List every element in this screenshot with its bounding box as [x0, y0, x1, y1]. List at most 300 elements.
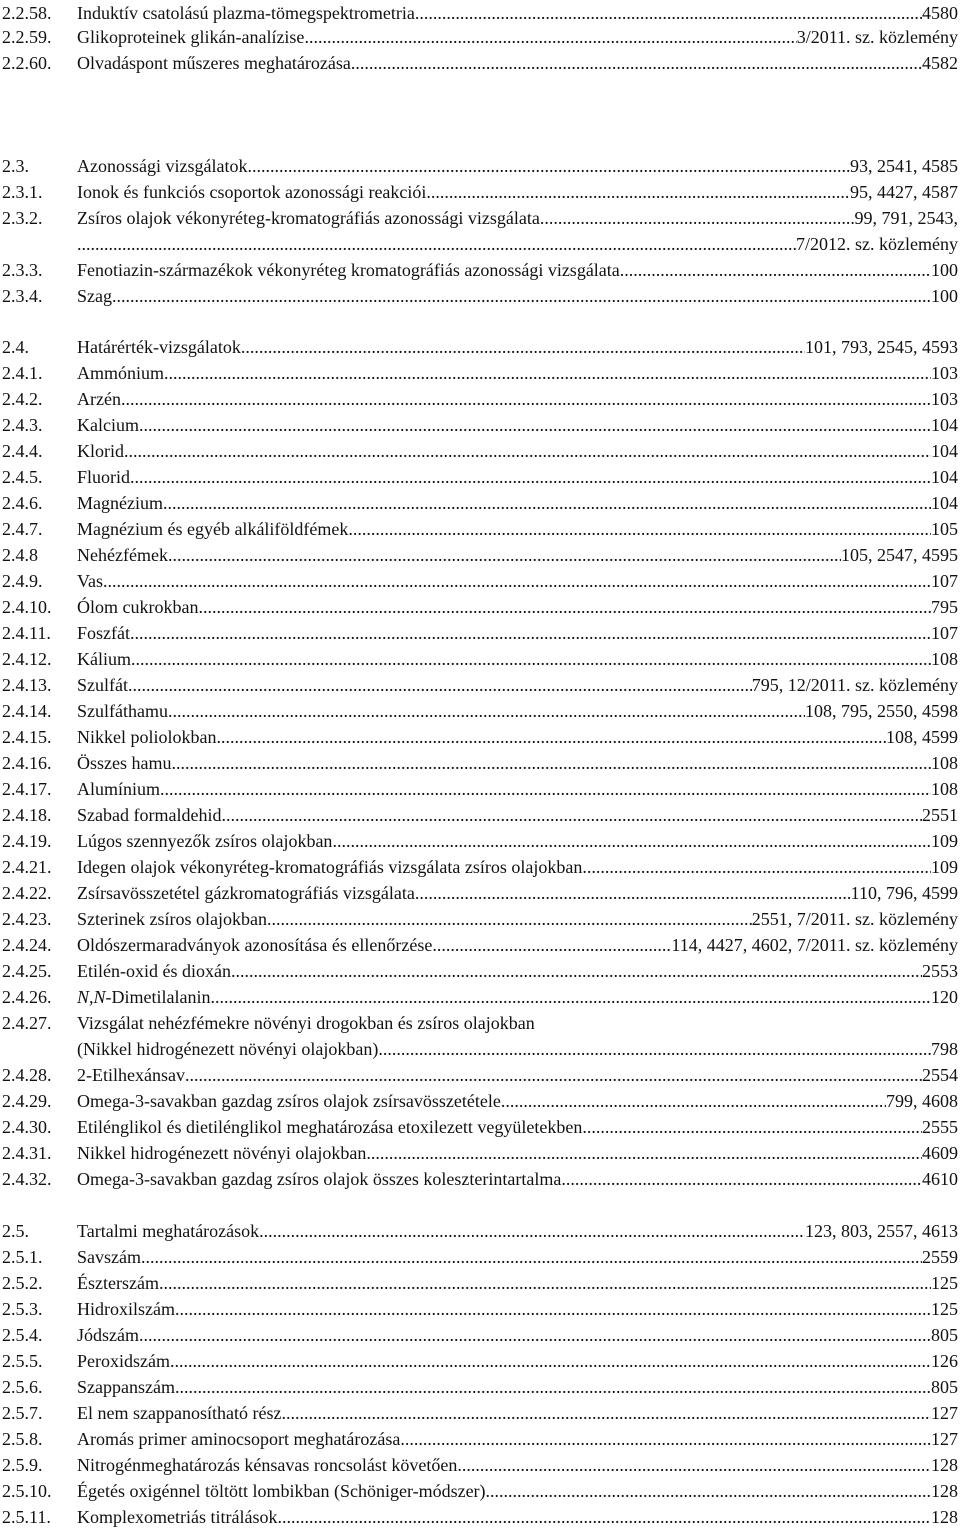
- toc-entry-number: 2.3.4.: [2, 286, 43, 306]
- toc-entry[interactable]: [0, 464, 958, 490]
- toc-entry[interactable]: [0, 724, 958, 750]
- toc-entry-page: 7/2012. sz. közlemény: [796, 234, 958, 254]
- dot-leader: [561, 1166, 922, 1192]
- dot-leader: [139, 1322, 931, 1348]
- toc-entry[interactable]: [0, 24, 958, 50]
- dot-leader: [620, 257, 931, 283]
- toc-entry-title: Nitrogénmeghatározás kénsavas roncsolást követően: [77, 1455, 458, 1475]
- toc-entry-body: [77, 205, 958, 231]
- dot-leader: [139, 412, 931, 438]
- toc-entry-page: 805: [931, 1377, 958, 1397]
- toc-entry-page: 100: [931, 260, 958, 280]
- toc-entry-page: 104: [931, 415, 958, 435]
- toc-entry-title: ....: [77, 234, 95, 254]
- toc-entry-number: 2.4.2.: [2, 389, 43, 409]
- toc-entry[interactable]: [0, 1166, 958, 1192]
- toc-entry-number: 2.4.31.: [2, 1143, 52, 1163]
- toc-entry-page: 4580: [922, 3, 958, 23]
- toc-entry[interactable]: [0, 568, 958, 594]
- toc-entry[interactable]: [0, 698, 958, 724]
- toc-entry[interactable]: [0, 50, 958, 76]
- dot-leader: [241, 334, 805, 360]
- dot-leader: [168, 542, 841, 568]
- dot-leader: [210, 984, 931, 1010]
- toc-entry-page: 125: [931, 1299, 958, 1319]
- toc-entry-number: 2.4.5.: [2, 467, 43, 487]
- dot-leader: [267, 906, 752, 932]
- toc-entry-title: Zsíros olajok vékonyréteg-kromatográfiás azonossági vizsgálata: [77, 208, 540, 228]
- dot-leader: [221, 802, 922, 828]
- toc-entry-page: 108: [931, 779, 958, 799]
- toc-entry[interactable]: [0, 334, 958, 360]
- toc-entry-title: (Nikkel hidrogénezett növényi olajokban): [77, 1039, 379, 1059]
- toc-entry[interactable]: [0, 646, 958, 672]
- toc-entry-page: 128: [931, 1481, 958, 1501]
- toc-entry[interactable]: [0, 1348, 958, 1374]
- toc-entry-body: [77, 1296, 958, 1322]
- toc-entry-page: 4610: [922, 1169, 958, 1189]
- toc-entry[interactable]: [0, 958, 958, 984]
- toc-entry-title: Alumínium: [77, 779, 161, 799]
- dot-leader: [400, 1426, 931, 1452]
- toc-entry-page: 105, 2547, 4595: [841, 545, 958, 565]
- dot-leader: [348, 516, 931, 542]
- toc-entry-body: [77, 386, 958, 412]
- toc-entry-title: Oldószermaradványok azonosítása és ellenőrzése: [77, 935, 433, 955]
- toc-entry-body: [77, 802, 958, 828]
- toc-entry-page: 104: [931, 493, 958, 513]
- toc-entry-title: Olvadáspont műszeres meghatározása: [77, 53, 351, 73]
- dot-leader: [95, 231, 796, 257]
- toc-entry[interactable]: [0, 1140, 958, 1166]
- toc-entry-page: 100: [931, 286, 958, 306]
- dot-leader: [486, 1478, 931, 1504]
- toc-entry-number: 2.5.5.: [2, 1351, 43, 1371]
- toc-entry-page: 4582: [922, 53, 958, 73]
- toc-entry-title: 2-Etilhexánsav: [77, 1065, 185, 1085]
- toc-entry[interactable]: [0, 1218, 958, 1244]
- toc-entry-title: Savszám: [77, 1247, 141, 1267]
- toc-entry[interactable]: [0, 1478, 958, 1504]
- toc-entry-page: 2555: [922, 1117, 958, 1137]
- toc-entry-number: 2.3.: [2, 156, 29, 176]
- dot-leader: [160, 776, 931, 802]
- toc-entry-body: [77, 153, 958, 179]
- toc-entry-number: 2.4.28.: [2, 1065, 52, 1085]
- toc-entry[interactable]: [0, 283, 958, 309]
- toc-entry-body: [77, 516, 958, 542]
- toc-entry-title: Induktív csatolású plazma-tömegspektrometria: [77, 3, 415, 23]
- toc-entry-body: [77, 1244, 958, 1270]
- toc-entry-number: 2.5.8.: [2, 1429, 43, 1449]
- toc-entry[interactable]: [0, 620, 958, 646]
- toc-entry-body: [77, 1426, 958, 1452]
- toc-entry-page: 110, 796, 4599: [850, 883, 958, 903]
- dot-leader: [131, 646, 931, 672]
- toc-entry-number: 2.4.25.: [2, 961, 52, 981]
- toc-entry[interactable]: [0, 438, 958, 464]
- toc-entry-page: 104: [931, 467, 958, 487]
- dot-leader: [112, 283, 931, 309]
- dot-leader: [415, 880, 851, 906]
- toc-entry-page: 805: [931, 1325, 958, 1345]
- toc-entry[interactable]: [0, 516, 958, 542]
- toc-entry-number: 2.4.19.: [2, 831, 52, 851]
- dot-leader: [175, 1296, 931, 1322]
- toc-entry-body: [77, 958, 958, 984]
- toc-entry-number: 2.5.3.: [2, 1299, 43, 1319]
- toc-entry-number: 2.4.15.: [2, 727, 52, 747]
- toc-entry[interactable]: [0, 1036, 958, 1062]
- toc-entry[interactable]: [0, 906, 958, 932]
- toc-entry-body: [77, 360, 958, 386]
- toc-entry-body: [77, 1088, 958, 1114]
- toc-entry-number: 2.4.7.: [2, 519, 43, 539]
- dot-leader: [281, 1400, 931, 1426]
- toc-entry-body: [77, 334, 958, 360]
- toc-entry-page: 107: [931, 571, 958, 591]
- toc-entry-page: 103: [931, 363, 958, 383]
- toc-entry-number: 2.5.6.: [2, 1377, 43, 1397]
- toc-entry-title: Klorid: [77, 441, 124, 461]
- dot-leader: [168, 698, 805, 724]
- toc-entry[interactable]: [0, 594, 958, 620]
- toc-entry[interactable]: [0, 1504, 958, 1530]
- toc-entry-number: 2.5.7.: [2, 1403, 43, 1423]
- toc-entry-page: 105: [931, 519, 958, 539]
- toc-entry-title: Fluorid: [77, 467, 131, 487]
- toc-entry-title: Glikoproteinek glikán-analízise: [77, 27, 305, 47]
- toc-entry-number: 2.4.8: [2, 545, 38, 565]
- toc-entry-page: 114, 4427, 4602, 7/2011. sz. közlemény: [671, 935, 958, 955]
- toc-entry-body: [77, 1374, 958, 1400]
- toc-entry-body: [77, 1270, 958, 1296]
- toc-entry-title: Tartalmi meghatározások: [77, 1221, 260, 1241]
- toc-entry[interactable]: [0, 802, 958, 828]
- toc-entry-title: Omega-3-savakban gazdag zsíros olajok összes koleszterintartalma: [77, 1169, 562, 1189]
- toc-entry[interactable]: [0, 386, 958, 412]
- dot-leader: [540, 205, 855, 231]
- toc-entry-number: 2.5.: [2, 1221, 29, 1241]
- toc-entry-title: Jódszám: [77, 1325, 139, 1345]
- toc-entry-number: 2.3.1.: [2, 182, 43, 202]
- toc-entry-title: Összes hamu: [77, 753, 172, 773]
- toc-entry-page: 93, 2541, 4585: [850, 156, 958, 176]
- toc-entry-number: 2.4.27.: [2, 1013, 52, 1033]
- toc-entry[interactable]: [0, 1374, 958, 1400]
- toc-entry-title-text: -Dimetilalanin: [105, 987, 211, 1007]
- toc-entry-title: Ammónium: [77, 363, 165, 383]
- toc-entry-number: 2.5.1.: [2, 1247, 43, 1267]
- toc-entry-body: [77, 0, 958, 26]
- toc-entry[interactable]: [0, 360, 958, 386]
- toc-entry-body: [77, 854, 958, 880]
- toc-entry-number: 2.4.10.: [2, 597, 52, 617]
- toc-entry-body: [77, 828, 958, 854]
- toc-entry-body: [77, 932, 958, 958]
- toc-entry-page: 99, 791, 2543,: [854, 208, 958, 228]
- toc-entry-body: [77, 438, 958, 464]
- toc-entry-page: 799, 4608: [886, 1091, 958, 1111]
- dot-leader: [159, 1270, 931, 1296]
- toc-entry-body: [77, 1166, 958, 1192]
- toc-entry-title: [77, 984, 210, 1010]
- toc-entry[interactable]: [0, 984, 958, 1010]
- dot-leader: [124, 438, 931, 464]
- toc-entry-body: [77, 906, 958, 932]
- toc-entry-page: 128: [931, 1455, 958, 1475]
- toc-entry[interactable]: [0, 1296, 958, 1322]
- toc-entry-body: [77, 1452, 958, 1478]
- dot-leader: [304, 24, 796, 50]
- dot-leader: [582, 1114, 922, 1140]
- toc-entry-number: 2.4.11.: [2, 623, 51, 643]
- dot-leader: [185, 1062, 922, 1088]
- toc-entry-page: 109: [931, 857, 958, 877]
- toc-entry[interactable]: [0, 1400, 958, 1426]
- dot-leader: [582, 854, 931, 880]
- toc-entry-page: 795, 12/2011. sz. közlemény: [751, 675, 958, 695]
- toc-entry-page: 2553: [922, 961, 958, 981]
- toc-entry[interactable]: [0, 1244, 958, 1270]
- toc-entry-body: [77, 50, 958, 76]
- toc-entry-number: 2.4.3.: [2, 415, 43, 435]
- dot-leader: [378, 1036, 931, 1062]
- toc-entry-number: 2.4.32.: [2, 1169, 52, 1189]
- dot-leader: [501, 1088, 886, 1114]
- toc-entry-body: [77, 698, 958, 724]
- toc-entry-number: 2.3.3.: [2, 260, 43, 280]
- toc-entry[interactable]: [0, 412, 958, 438]
- toc-entry-title: Szabad formaldehid: [77, 805, 222, 825]
- toc-entry-number: 2.5.11.: [2, 1507, 51, 1527]
- toc-entry-number: 2.4.12.: [2, 649, 52, 669]
- toc-entry-page: 127: [931, 1403, 958, 1423]
- toc-entry[interactable]: [0, 1426, 958, 1452]
- toc-entry-title: Szulfát: [77, 675, 128, 695]
- toc-entry-title: Hidroxilszám: [77, 1299, 175, 1319]
- toc-entry-page: 4609: [922, 1143, 958, 1163]
- toc-entry-page: 798: [931, 1039, 958, 1059]
- toc-entry-title: Azonossági vizsgálatok: [77, 156, 248, 176]
- toc-entry-body: [77, 1478, 958, 1504]
- dot-leader: [198, 594, 931, 620]
- toc-entry-number: 2.5.10.: [2, 1481, 52, 1501]
- toc-entry-number: 2.4.24.: [2, 935, 52, 955]
- toc-entry-body: [77, 672, 958, 698]
- toc-entry-number: 2.4.26.: [2, 987, 52, 1007]
- dot-leader: [175, 1374, 931, 1400]
- toc-entry-title: El nem szappanosítható rész: [77, 1403, 282, 1423]
- toc-entry-title: Ólom cukrokban: [77, 597, 199, 617]
- toc-entry-title: Égetés oxigénnel töltött lombikban (Schöniger-módszer): [77, 1481, 486, 1501]
- toc-entry[interactable]: [0, 1062, 958, 1088]
- toc-entry-title: Vizsgálat nehézfémekre növényi drogokban és zsíros olajokban: [77, 1013, 535, 1033]
- toc-entry[interactable]: [0, 1452, 958, 1478]
- toc-entry-body: [77, 724, 958, 750]
- toc-entry-page: 127: [931, 1429, 958, 1449]
- dot-leader: [415, 0, 922, 26]
- toc-entry-body: [77, 1114, 958, 1140]
- toc-entry-page: 109: [931, 831, 958, 851]
- toc-entry-number: 2.5.2.: [2, 1273, 43, 1293]
- toc-entry-number: 2.4.14.: [2, 701, 52, 721]
- toc-entry-page: 101, 793, 2545, 4593: [805, 337, 958, 357]
- toc-entry-page: 108: [931, 753, 958, 773]
- dot-leader: [121, 386, 931, 412]
- toc-entry-number: 2.3.2.: [2, 208, 43, 228]
- toc-entry-page: 3/2011. sz. közlemény: [796, 27, 958, 47]
- toc-entry-page: 125: [931, 1273, 958, 1293]
- toc-entry[interactable]: [0, 776, 958, 802]
- toc-entry-page: 95, 4427, 4587: [850, 182, 958, 202]
- dot-leader: [247, 153, 850, 179]
- toc-entry[interactable]: [0, 205, 958, 231]
- toc-entry[interactable]: [0, 231, 958, 257]
- dot-leader: [432, 932, 671, 958]
- dot-leader: [141, 1244, 922, 1270]
- toc-entry-title: Nikkel poliolokban: [77, 727, 217, 747]
- toc-entry-number: 2.4.9.: [2, 571, 43, 591]
- toc-entry-number: 2.4.4.: [2, 441, 43, 461]
- toc-entry-page: 103: [931, 389, 958, 409]
- toc-entry[interactable]: [0, 179, 958, 205]
- toc-entry-title: Észterszám: [77, 1273, 159, 1293]
- toc-entry-number: 2.4.23.: [2, 909, 52, 929]
- toc-entry[interactable]: [0, 932, 958, 958]
- toc-entry-title: Aromás primer aminocsoport meghatározása: [77, 1429, 401, 1449]
- toc-entry-page: 108, 795, 2550, 4598: [805, 701, 958, 721]
- toc-entry-title: Szag: [77, 286, 112, 306]
- toc-entry-title: Szterinek zsíros olajokban: [77, 909, 267, 929]
- toc-entry-page: 795: [931, 597, 958, 617]
- dot-leader: [426, 179, 850, 205]
- dot-leader: [170, 1348, 931, 1374]
- toc-entry-page: 108, 4599: [886, 727, 958, 747]
- toc-entry-body: [77, 620, 958, 646]
- toc-entry-page: 2559: [922, 1247, 958, 1267]
- toc-entry-body: [77, 542, 958, 568]
- toc-entry-title: Etilénglikol és dietilénglikol meghatározása etoxilezett vegyületekben: [77, 1117, 583, 1137]
- toc-entry-title: Szulfáthamu: [77, 701, 168, 721]
- toc-entry-title: Arzén: [77, 389, 121, 409]
- toc-entry-title: Foszfát: [77, 623, 130, 643]
- toc-entry-number: 2.4.21.: [2, 857, 52, 877]
- toc-entry[interactable]: [0, 828, 958, 854]
- toc-entry-page: 128: [931, 1507, 958, 1527]
- toc-entry-number: 2.2.58.: [2, 3, 52, 23]
- toc-entry-number: 2.4.17.: [2, 779, 52, 799]
- dot-leader: [216, 724, 886, 750]
- toc-entry-body: [77, 1322, 958, 1348]
- toc-entry-number: 2.2.59.: [2, 27, 52, 47]
- toc-entry-title: Kalcium: [77, 415, 139, 435]
- dot-leader: [332, 828, 931, 854]
- toc-entry[interactable]: [0, 1270, 958, 1296]
- toc-entry-number: 2.4.16.: [2, 753, 52, 773]
- toc-entry-title: Lúgos szennyezők zsíros olajokban: [77, 831, 333, 851]
- toc-entry-body: [77, 750, 958, 776]
- toc-entry[interactable]: [0, 153, 958, 179]
- dot-leader: [164, 360, 931, 386]
- toc-entry[interactable]: [0, 0, 958, 26]
- toc-entry-title: Zsírsavösszetétel gázkromatográfiás vizsgálata: [77, 883, 415, 903]
- toc-entry-body: [77, 1140, 958, 1166]
- toc-entry-page: 2551, 7/2011. sz. közlemény: [751, 909, 958, 929]
- toc-entry-title-italic: N,N: [77, 987, 106, 1007]
- toc-entry-body: [77, 984, 958, 1010]
- toc-entry-title: Kálium: [77, 649, 131, 669]
- toc-entry-body: [77, 594, 958, 620]
- dot-leader: [128, 672, 752, 698]
- toc-entry-number: 2.5.4.: [2, 1325, 43, 1345]
- toc-entry-title: Magnézium: [77, 493, 163, 513]
- dot-leader: [259, 1218, 805, 1244]
- toc-entry-number: 2.4.29.: [2, 1091, 52, 1111]
- toc-entry-body: [77, 776, 958, 802]
- dot-leader: [231, 958, 922, 984]
- toc-entry-body: [77, 283, 958, 309]
- toc-entry-title: Peroxidszám: [77, 1351, 170, 1371]
- toc-entry-page: 2554: [922, 1065, 958, 1085]
- toc-entry-number: 2.4.22.: [2, 883, 52, 903]
- toc-entry-title: Fenotiazin-származékok vékonyréteg kromatográfiás azonossági vizsgálata: [77, 260, 620, 280]
- toc-entry[interactable]: [0, 880, 958, 906]
- toc-entry-page: 108: [931, 649, 958, 669]
- dot-leader: [130, 620, 931, 646]
- toc-entry-title: Szappanszám: [77, 1377, 175, 1397]
- toc-entry[interactable]: [0, 1114, 958, 1140]
- toc-entry-body: [77, 257, 958, 283]
- toc-entry-body: [77, 1218, 958, 1244]
- toc-entry[interactable]: [0, 1088, 958, 1114]
- toc-entry-body: [77, 1062, 958, 1088]
- toc-entry-body: [77, 1010, 958, 1036]
- toc-entry-body: [77, 24, 958, 50]
- toc-entry[interactable]: [0, 1322, 958, 1348]
- toc-entry[interactable]: [0, 542, 958, 568]
- toc-entry[interactable]: [0, 257, 958, 283]
- dot-leader: [277, 1504, 931, 1530]
- toc-entry-number: 2.4.: [2, 337, 29, 357]
- dot-leader: [457, 1452, 931, 1478]
- toc-entry-body: [77, 490, 958, 516]
- dot-leader: [171, 750, 931, 776]
- toc-entry-page: 2551: [922, 805, 958, 825]
- toc-entry-body: [77, 464, 958, 490]
- toc-entry-number: 2.4.1.: [2, 363, 43, 383]
- toc-entry-title: Vas: [77, 571, 103, 591]
- toc-entry-title: Nikkel hidrogénezett növényi olajokban: [77, 1143, 367, 1163]
- toc-entry-page: 107: [931, 623, 958, 643]
- toc-entry-body: [77, 412, 958, 438]
- toc-entry-number: 2.5.9.: [2, 1455, 43, 1475]
- toc-entry[interactable]: [0, 672, 958, 698]
- dot-leader: [366, 1140, 922, 1166]
- toc-entry-page: 123, 803, 2557, 4613: [805, 1221, 958, 1241]
- toc-entry-body: [77, 231, 958, 257]
- toc-entry-number: 2.4.30.: [2, 1117, 52, 1137]
- toc-entry-page: 126: [931, 1351, 958, 1371]
- toc-entry[interactable]: [0, 1010, 958, 1036]
- toc-entry[interactable]: [0, 490, 958, 516]
- toc-entry-body: [77, 568, 958, 594]
- toc-entry[interactable]: [0, 750, 958, 776]
- toc-entry[interactable]: [0, 854, 958, 880]
- toc-entry-page: 104: [931, 441, 958, 461]
- toc-entry-title: Magnézium és egyéb alkáliföldfémek: [77, 519, 349, 539]
- toc-entry-title: Határérték-vizsgálatok: [77, 337, 241, 357]
